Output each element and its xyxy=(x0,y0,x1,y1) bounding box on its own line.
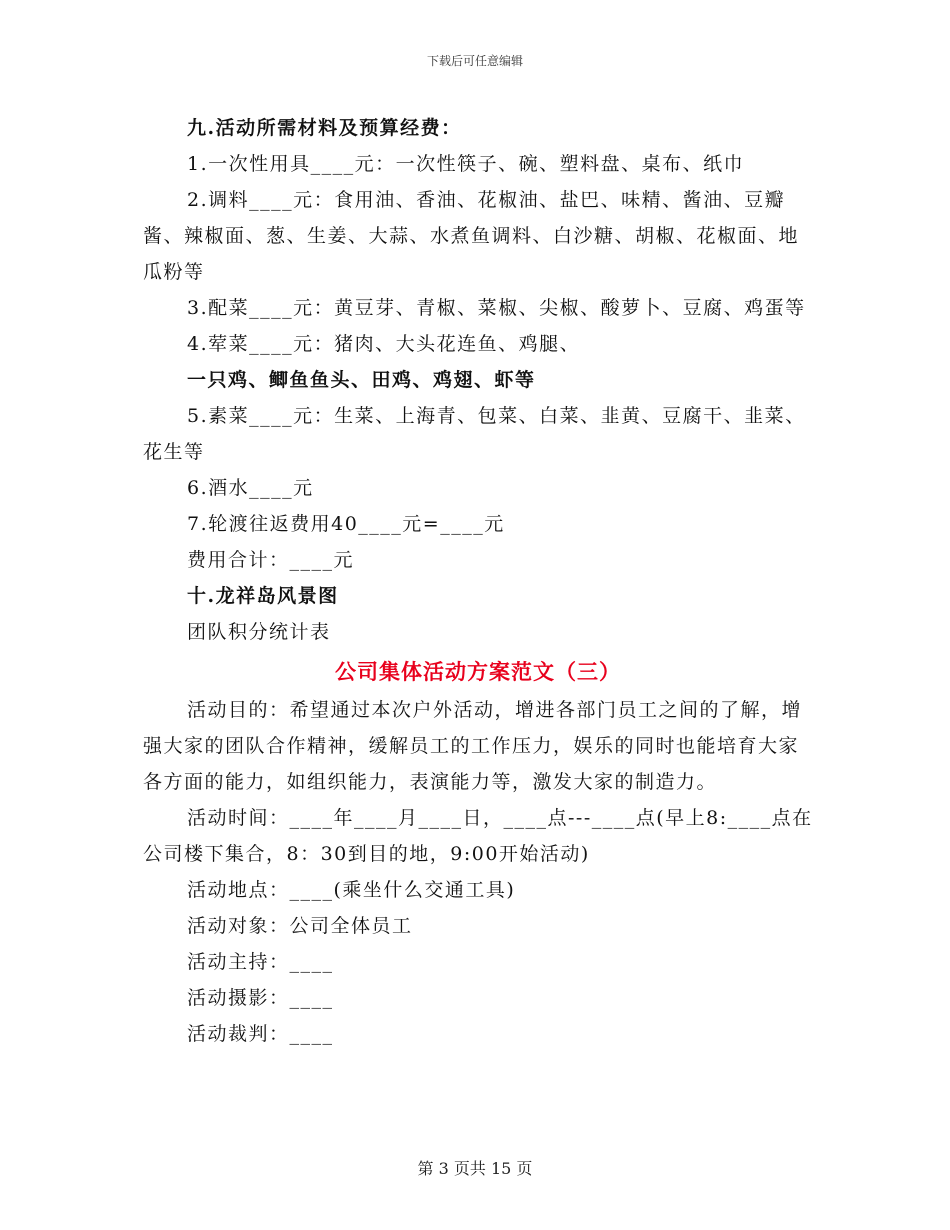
activity-judge: 活动裁判：____ xyxy=(187,1023,334,1045)
budget-item-4: 4.荤菜____元：猪肉、大头花连鱼、鸡腿、 xyxy=(187,333,581,355)
activity-host: 活动主持：____ xyxy=(187,951,334,973)
section-10-subtitle: 团队积分统计表 xyxy=(187,621,331,643)
document-body xyxy=(143,110,813,1052)
activity-time: 活动时间：____年____月____日，____点---____点(早上8:____点在公司楼下集合，8：30到目的地，9:00开始活动) xyxy=(143,807,813,865)
activity-location: 活动地点：____(乘坐什么交通工具) xyxy=(187,879,516,901)
budget-item-3: 3.配菜____元：黄豆芽、青椒、菜椒、尖椒、酸萝卜、豆腐、鸡蛋等 xyxy=(187,297,806,319)
budget-item-4-continued: 一只鸡、鲫鱼鱼头、田鸡、鸡翅、虾等 xyxy=(187,369,536,391)
budget-item-1: 1.一次性用具____元：一次性筷子、碗、塑料盘、桌布、纸巾 xyxy=(187,153,745,175)
document-title: 公司集体活动方案范文（三） xyxy=(335,659,621,684)
page-header: 下载后可任意编辑 xyxy=(426,54,523,68)
activity-purpose: 活动目的：希望通过本次户外活动，增进各部门员工之间的了解，增强大家的团队合作精神，缓解员工的工作压力，娱乐的同时也能培育大家各方面的能力，如组织能力，表演能力等，激发大家的制造力。 xyxy=(143,699,803,793)
budget-total: 费用合计：____元 xyxy=(187,549,355,571)
budget-item-6: 6.酒水____元 xyxy=(187,477,314,499)
section-9-heading: 九.活动所需材料及预算经费： xyxy=(187,117,462,139)
activity-photographer: 活动摄影：____ xyxy=(187,987,334,1009)
activity-target: 活动对象：公司全体员工 xyxy=(187,915,413,937)
page-footer: 第 3 页共 15 页 xyxy=(417,1159,533,1178)
budget-item-5: 5.素菜____元：生菜、上海青、包菜、白菜、韭黄、豆腐干、韭菜、花生等 xyxy=(143,405,806,463)
budget-item-7: 7.轮渡往返费用40____元=____元 xyxy=(187,513,505,535)
budget-item-2: 2.调料____元：食用油、香油、花椒油、盐巴、味精、酱油、豆瓣酱、辣椒面、葱、生姜、大蒜、水煮鱼调料、白沙糖、胡椒、花椒面、地瓜粉等 xyxy=(143,189,800,283)
section-10-heading: 十.龙祥岛风景图 xyxy=(187,585,339,607)
